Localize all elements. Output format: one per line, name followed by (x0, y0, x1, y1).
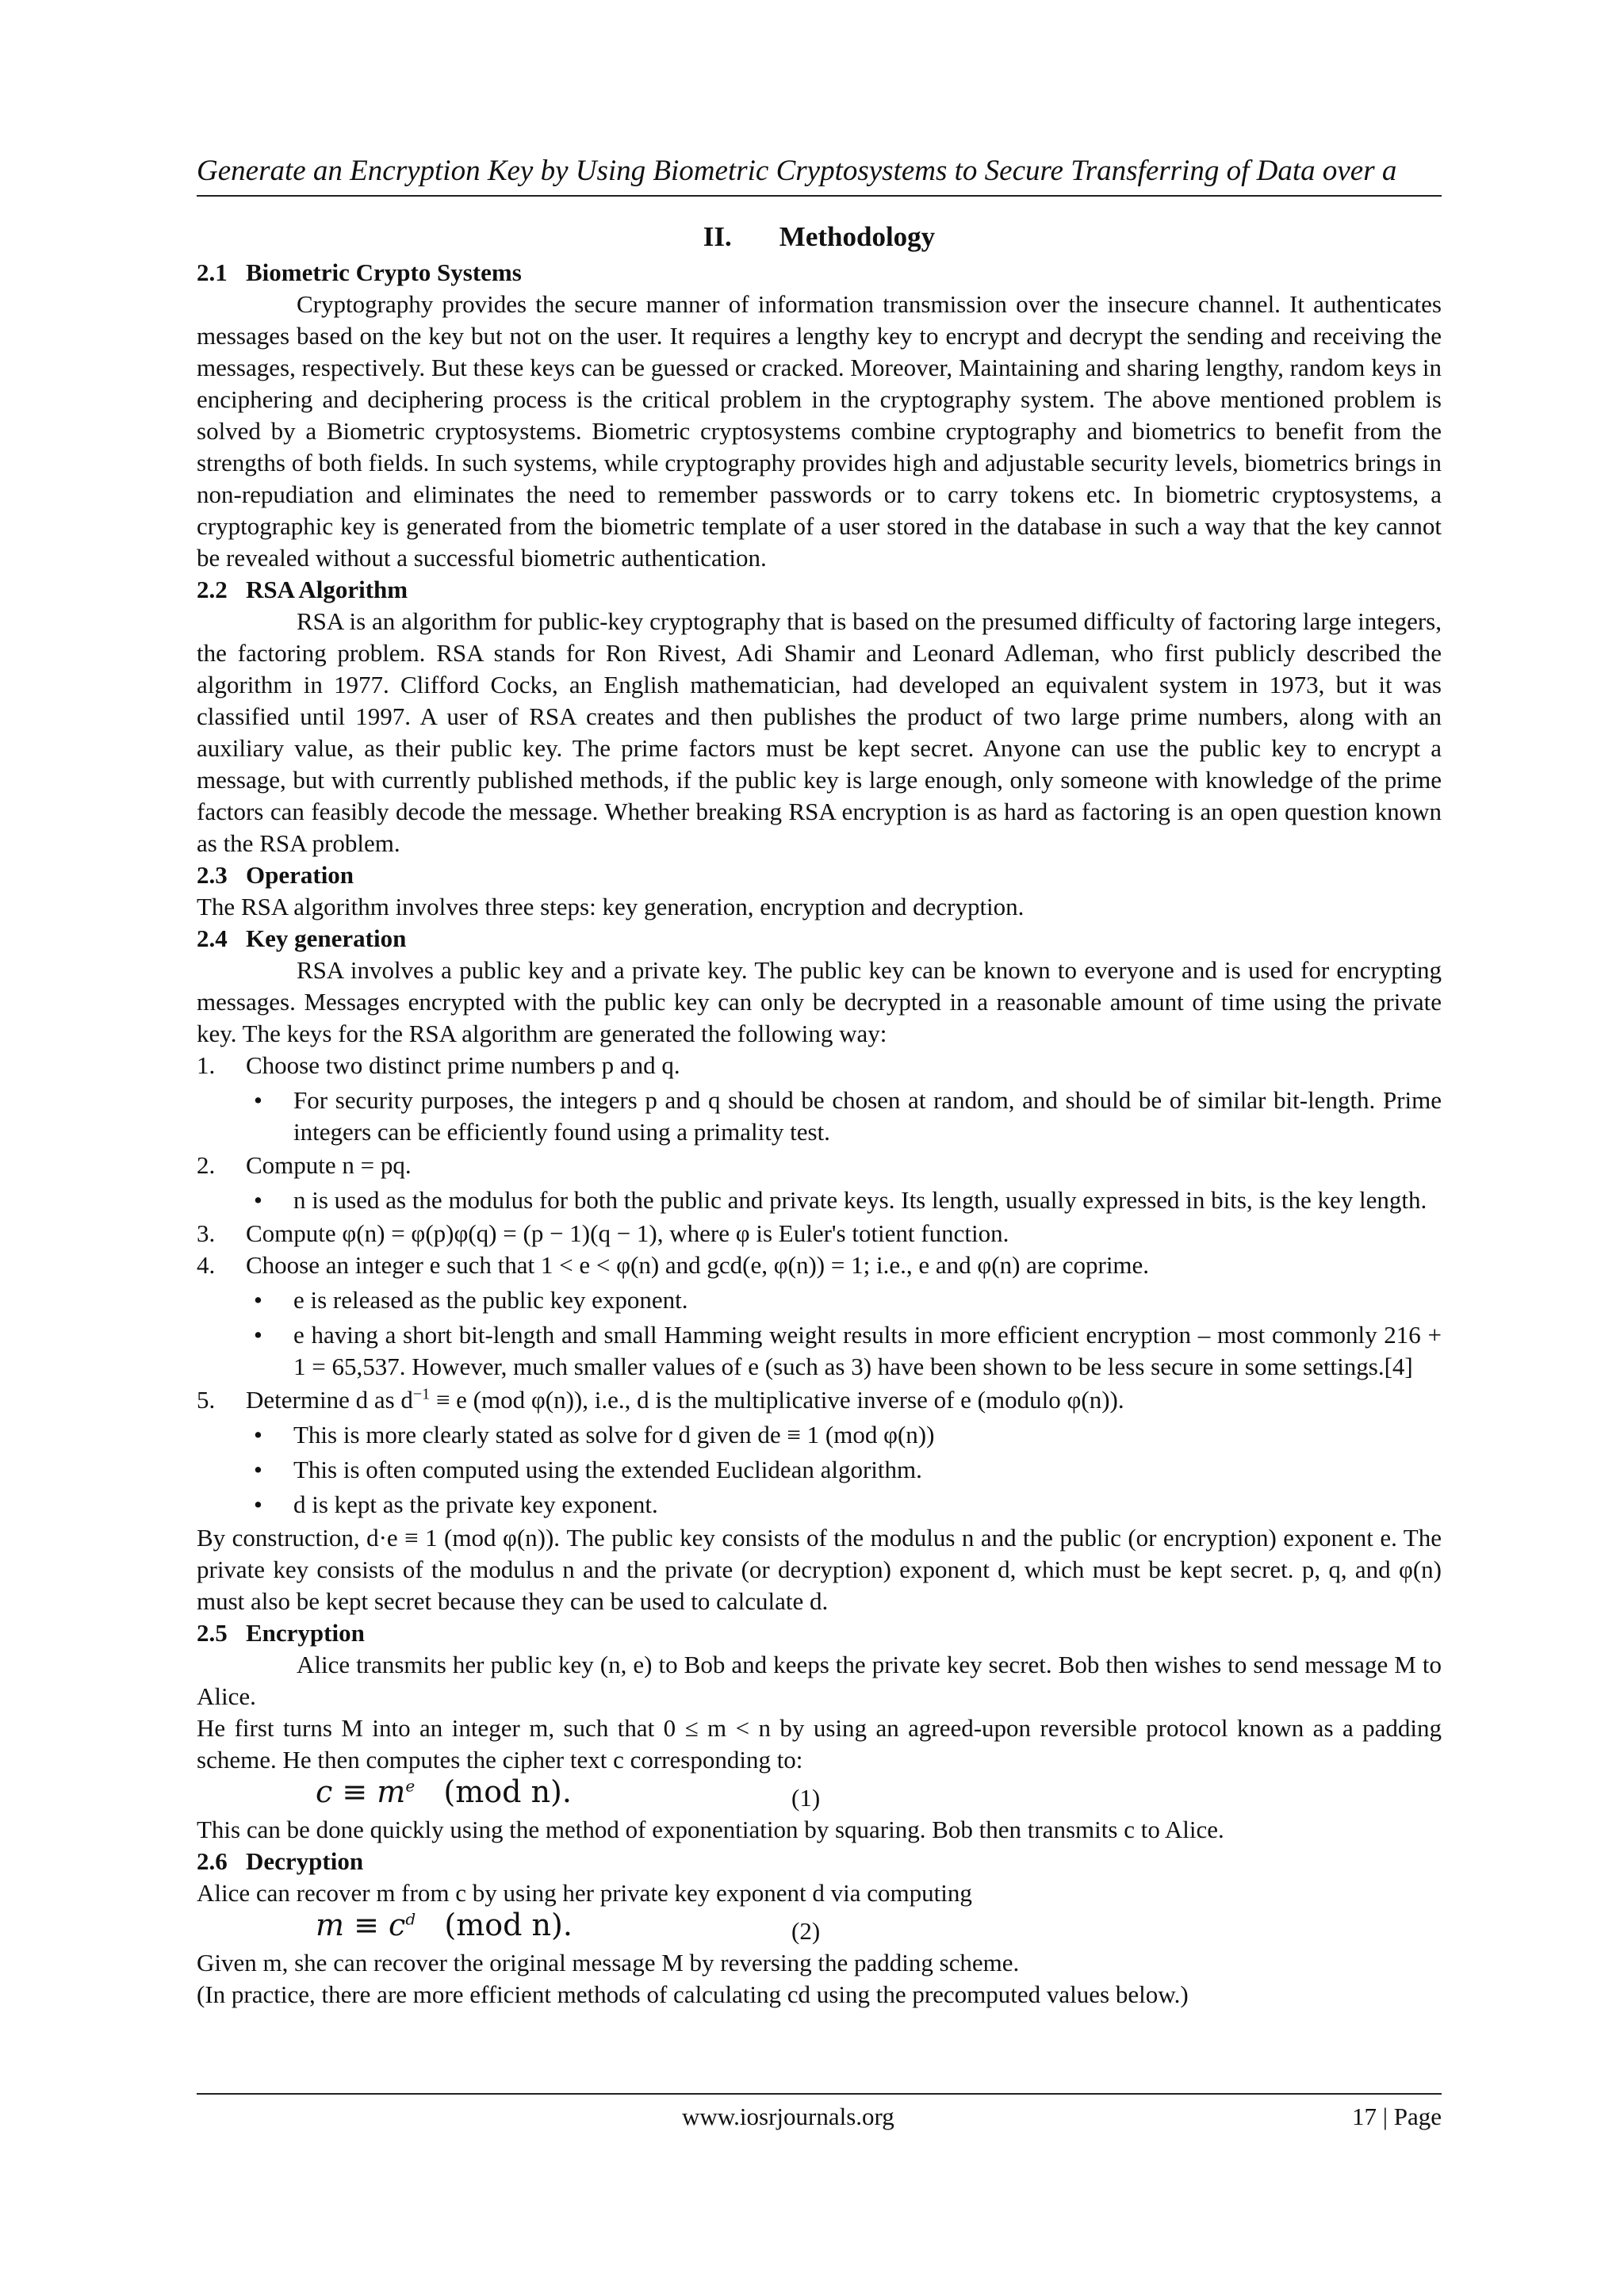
bullet-icon: • (254, 1286, 262, 1314)
equation-expression (316, 1776, 572, 1808)
equation-number: (1) (791, 1784, 821, 1812)
footer-page-number: 17 | Page (1352, 2103, 1442, 2130)
subsection-heading-2-4 (197, 923, 1442, 955)
step-text (246, 1386, 1124, 1414)
subsection-title: Operation (246, 861, 354, 889)
step-number: 4. (197, 1251, 216, 1279)
subsection-number: 2.6 (197, 1847, 228, 1875)
paragraph-encryption-1: Alice transmits her public key (n, e) to Bob and keeps the private key secret. Bob then wishes to send message M to Alice. (197, 1651, 1442, 1710)
paragraph-key-generation: RSA involves a public key and a private key. The public key can be known to everyone and is used for encrypting messages. Messages encrypted with the public key can only be decrypted in a reasonable amount of time using the private key. The keys for the RSA algorithm are generated the following way: (197, 956, 1442, 1047)
bullet-icon: • (254, 1490, 262, 1518)
bullet-item (197, 1284, 1442, 1316)
bullet-text: e having a short bit-length and small Hamming weight results in more efficient encryption – most commonly 216 + 1 = 65,537. However, much smaller values of e (such as 3) have been shown to be less secure in some settings.[4] (293, 1321, 1442, 1380)
equation-mod: (mod n). (444, 1908, 573, 1942)
paragraph-encryption-2: He first turns M into an integer m, such that 0 ≤ m < n by using an agreed-upon reversible protocol known as a padding scheme. He then computes the cipher text c corresponding to: (197, 1714, 1442, 1774)
subsection-number: 2.5 (197, 1619, 228, 1647)
section-title: Methodology (779, 221, 936, 252)
subsection-heading-2-1 (197, 257, 1442, 289)
equation-expression (316, 1909, 573, 1941)
subsection-title: Key generation (246, 924, 407, 952)
bullet-text: d is kept as the private key exponent. (293, 1490, 658, 1518)
step-text: Choose an integer e such that 1 < e < φ(n) and gcd(e, φ(n)) = 1; i.e., e and φ(n) are coprime. (246, 1251, 1150, 1279)
list-item-step-5 (197, 1384, 1442, 1416)
bullet-icon: • (254, 1421, 262, 1448)
footer-url: www.iosrjournals.org (682, 2103, 894, 2130)
paragraph-encryption-3: This can be done quickly using the method of exponentiation by squaring. Bob then transmits c to Alice. (197, 1816, 1224, 1843)
equation-exponent: d (405, 1909, 416, 1929)
superscript: −1 (412, 1385, 431, 1403)
bullet-icon: • (254, 1456, 262, 1483)
step-text-post: ≡ e (mod φ(n)), i.e., d is the multiplicative inverse of e (modulo φ(n)). (430, 1386, 1124, 1414)
step-text-pre: Determine d as d (246, 1386, 413, 1414)
list-item-step-3 (197, 1218, 1442, 1249)
subsection-number: 2.1 (197, 258, 228, 286)
step-number: 5. (197, 1386, 216, 1414)
section-heading (197, 219, 1442, 255)
subsection-number: 2.3 (197, 861, 228, 889)
paragraph-decryption-2: Given m, she can recover the original message M by reversing the padding scheme. (197, 1949, 1020, 1976)
paragraph-biometric-crypto: Cryptography provides the secure manner of information transmission over the insecure channel. It authenticates messages based on the key but not on the user. It requires a lengthy key to encrypt and decrypt the sending and receiving the messages, respectively. But these keys can be guessed or cracked. Moreover, Maintaining and sharing lengthy, random keys in enciphering and deciphering process is the critical problem in the cryptography system. The above mentioned problem is solved by a Biometric cryptosystems. Biometric cryptosystems combine cryptography and biometrics to benefit from the strengths of both fields. In such systems, while cryptography provides high and adjustable security levels, biometrics brings in non-repudiation and eliminates the need to remember passwords or to carry tokens etc. In biometric cryptosystems, a cryptographic key is generated from the biometric template of a user stored in the database in such a way that the key cannot be revealed without a successful biometric authentication. (197, 290, 1442, 572)
step-text: Compute n = pq. (246, 1151, 412, 1179)
bullet-text: This is more clearly stated as solve for d given de ≡ 1 (mod φ(n)) (293, 1421, 935, 1448)
subsection-title: Encryption (246, 1619, 365, 1647)
bullet-icon: • (254, 1321, 262, 1349)
bullet-text: This is often computed using the extended Euclidean algorithm. (293, 1456, 922, 1483)
bullet-item (197, 1184, 1442, 1216)
equation-number: (2) (791, 1917, 821, 1945)
page-content (197, 219, 1442, 2011)
subsection-title: Biometric Crypto Systems (246, 258, 522, 286)
step-number: 2. (197, 1151, 216, 1179)
paragraph-decryption-1: Alice can recover m from c by using her private key exponent d via computing (197, 1879, 972, 1907)
bullet-item (197, 1419, 1442, 1451)
subsection-heading-2-2 (197, 574, 1442, 606)
bullet-item (197, 1085, 1442, 1148)
list-item-step-1 (197, 1050, 1442, 1081)
section-number: II. (703, 221, 732, 252)
equation-lhs: m ≡ c (316, 1908, 406, 1942)
subsection-title: RSA Algorithm (246, 576, 408, 603)
step-text: Compute φ(n) = φ(p)φ(q) = (p − 1)(q − 1), where φ is Euler's totient function. (246, 1219, 1009, 1247)
bullet-icon: • (254, 1186, 262, 1214)
bullet-item (197, 1319, 1442, 1383)
list-item-step-2 (197, 1150, 1442, 1181)
subsection-number: 2.2 (197, 576, 228, 603)
equation-1 (197, 1776, 1442, 1814)
equation-exponent: e (405, 1776, 416, 1796)
running-head: Generate an Encryption Key by Using Biometric Cryptosystems to Secure Transferring of Data over a (197, 151, 1442, 197)
subsection-number: 2.4 (197, 924, 228, 952)
paragraph-decryption-3: (In practice, there are more efficient methods of calculating cd using the precomputed values below.) (197, 1980, 1189, 2008)
subsection-heading-2-3 (197, 859, 1442, 891)
bullet-text: n is used as the modulus for both the public and private keys. Its length, usually expressed in bits, is the key length. (293, 1186, 1427, 1214)
subsection-title: Decryption (246, 1847, 364, 1875)
paragraph-rsa-algorithm: RSA is an algorithm for public-key cryptography that is based on the presumed difficulty of factoring large integers, the factoring problem. RSA stands for Ron Rivest, Adi Shamir and Leonard Adleman, who first publicly described the algorithm in 1977. Clifford Cocks, an English mathematician, had developed an equivalent system in 1973, but it was classified until 1997. A user of RSA creates and then publishes the product of two large prime numbers, along with an auxiliary value, as their public key. The prime factors must be kept secret. Anyone can use the public key to encrypt a message, but with currently published methods, if the public key is large enough, only someone with knowledge of the prime factors can feasibly decode the message. Whether breaking RSA encryption is as hard as factoring is an open question known as the RSA problem. (197, 607, 1442, 857)
step-number: 3. (197, 1219, 216, 1247)
subsection-heading-2-5 (197, 1617, 1442, 1649)
step-number: 1. (197, 1051, 216, 1079)
subsection-heading-2-6 (197, 1846, 1442, 1877)
bullet-icon: • (254, 1086, 262, 1114)
paragraph-operation: The RSA algorithm involves three steps: key generation, encryption and decryption. (197, 893, 1025, 920)
equation-lhs: c ≡ m (316, 1774, 406, 1809)
bullet-item (197, 1489, 1442, 1521)
bullet-text: e is released as the public key exponent. (293, 1286, 688, 1314)
paragraph-by-construction: By construction, d·e ≡ 1 (mod φ(n)). The public key consists of the modulus n and the public (or encryption) exponent e. The private key consists of the modulus n and the private (or decryption) exponent d, which must be kept secret. p, q, and φ(n) must also be kept secret because they can be used to calculate d. (197, 1524, 1442, 1615)
step-text: Choose two distinct prime numbers p and q. (246, 1051, 680, 1079)
equation-mod: (mod n). (443, 1774, 572, 1809)
list-item-step-4 (197, 1249, 1442, 1281)
bullet-text: For security purposes, the integers p and q should be chosen at random, and should be of similar bit-length. Prime integers can be efficiently found using a primality test. (293, 1086, 1442, 1146)
bullet-item (197, 1454, 1442, 1486)
equation-2 (197, 1909, 1442, 1947)
footer-divider (197, 2093, 1442, 2095)
